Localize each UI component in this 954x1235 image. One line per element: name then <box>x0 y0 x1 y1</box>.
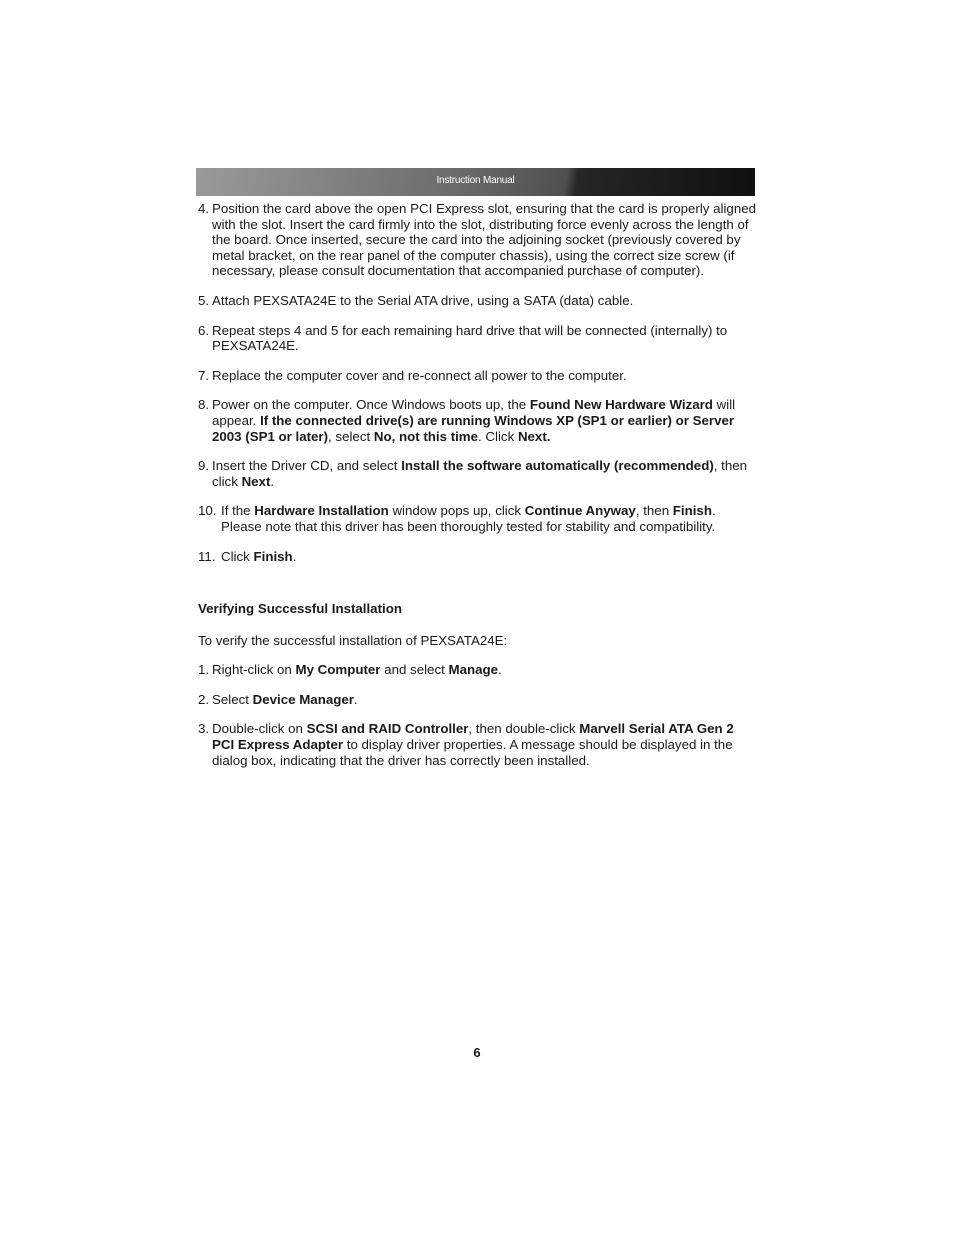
list-item <box>198 397 758 444</box>
list-item-number: 4. <box>198 201 210 216</box>
bold-term: Hardware Installation <box>254 503 389 519</box>
install-steps-list <box>198 201 758 564</box>
text-run: Click <box>221 548 254 564</box>
text-run: If the <box>221 503 255 519</box>
list-item-number: 2. <box>198 691 210 707</box>
header-title: Instruction Manual <box>436 175 515 186</box>
list-item <box>198 323 758 354</box>
bold-term: Next <box>241 473 271 489</box>
text-run: , then double-click <box>468 721 580 737</box>
text-run: , then click <box>212 458 748 489</box>
bold-term: Marvell Serial ATA Gen 2 PCI Express Adapter <box>212 721 734 753</box>
text-run: , select <box>328 428 374 444</box>
bold-term: Next. <box>517 428 551 444</box>
bold-term: SCSI and RAID Controller <box>306 721 469 737</box>
bold-term: If the connected drive(s) are running Windows XP (SP1 or earlier) or Server 2003 (SP1 or later) <box>212 412 735 444</box>
bold-term: Found New Hardware Wizard <box>529 397 713 413</box>
text-run: . Please note that this driver has been thoroughly tested for stability and compatibility. <box>221 503 716 534</box>
text-run: Insert the Driver CD, and select <box>212 458 402 474</box>
text-run: Repeat steps 4 and 5 for each remaining hard drive that will be connected (internally) to PEXSATA24E. <box>212 322 728 354</box>
list-item <box>198 201 758 279</box>
text-run: will appear. <box>212 397 736 428</box>
list-item-number: 7. <box>198 367 210 383</box>
section-heading: Verifying Successful Installation <box>198 601 402 617</box>
bold-term: Continue Anyway <box>524 503 636 519</box>
list-item-number: 1. <box>198 662 210 678</box>
text-run: Replace the computer cover and re-connect all power to the computer. <box>212 367 627 383</box>
text-run: . <box>353 691 358 707</box>
list-item <box>198 503 758 534</box>
page-content <box>198 201 758 768</box>
list-item-number: 11. <box>198 548 216 564</box>
list-item-number: 10. <box>198 503 217 519</box>
list-item <box>198 368 758 384</box>
text-run: window pops up, click <box>388 503 525 519</box>
list-item <box>198 721 758 768</box>
text-run: to display driver properties. A message should be displayed in the dialog box, indicating that the driver has correctly been installed. <box>212 737 733 768</box>
list-item <box>198 692 758 708</box>
text-run: Position the card above the open PCI Express slot, ensuring that the card is properly aligned with the slot. Insert the card firmly into the slot, distributing force evenly across the length of the board. Once inserted, secure the card into the adjoining socket (previously covered by metal bracket, on the rear panel of the computer chassis), using the correct size screw (if necessary, please consult documentation that accompanied purchase of computer). <box>212 201 757 279</box>
list-item-number: 5. <box>198 292 210 308</box>
bold-term: No, not this time <box>373 428 479 444</box>
list-item <box>198 549 758 565</box>
bold-term: Finish <box>253 548 293 564</box>
list-item <box>198 662 758 678</box>
text-run: . <box>292 548 297 564</box>
text-run: Power on the computer. Once Windows boots up, the <box>212 397 530 413</box>
text-run: Right-click on <box>212 662 296 678</box>
bold-term: My Computer <box>295 662 381 678</box>
text-run: , then <box>635 503 673 519</box>
text-run: Select <box>212 691 253 707</box>
verify-steps-list <box>198 662 758 768</box>
bold-term: Install the software automatically (recommended) <box>401 458 714 474</box>
text-run: Attach PEXSATA24E to the Serial ATA drive, using a SATA (data) cable. <box>212 292 634 308</box>
bold-term: Device Manager <box>252 691 354 707</box>
page-number: 6 <box>473 1045 481 1060</box>
text-run: . <box>270 473 275 489</box>
list-item-number: 3. <box>198 721 210 737</box>
list-item-number: 8. <box>198 397 210 413</box>
verify-intro: To verify the successful installation of PEXSATA24E: <box>198 632 508 648</box>
list-item <box>198 293 758 309</box>
bold-term: Manage <box>448 662 499 678</box>
text-run: . Click <box>478 428 518 444</box>
list-item <box>198 458 758 489</box>
list-item-number: 6. <box>198 322 210 338</box>
text-run: Double-click on <box>212 721 307 737</box>
text-run: . <box>498 662 502 678</box>
list-item-number: 9. <box>198 458 210 474</box>
text-run: and select <box>380 662 449 678</box>
header-bar <box>196 168 755 196</box>
bold-term: Finish <box>672 503 712 519</box>
